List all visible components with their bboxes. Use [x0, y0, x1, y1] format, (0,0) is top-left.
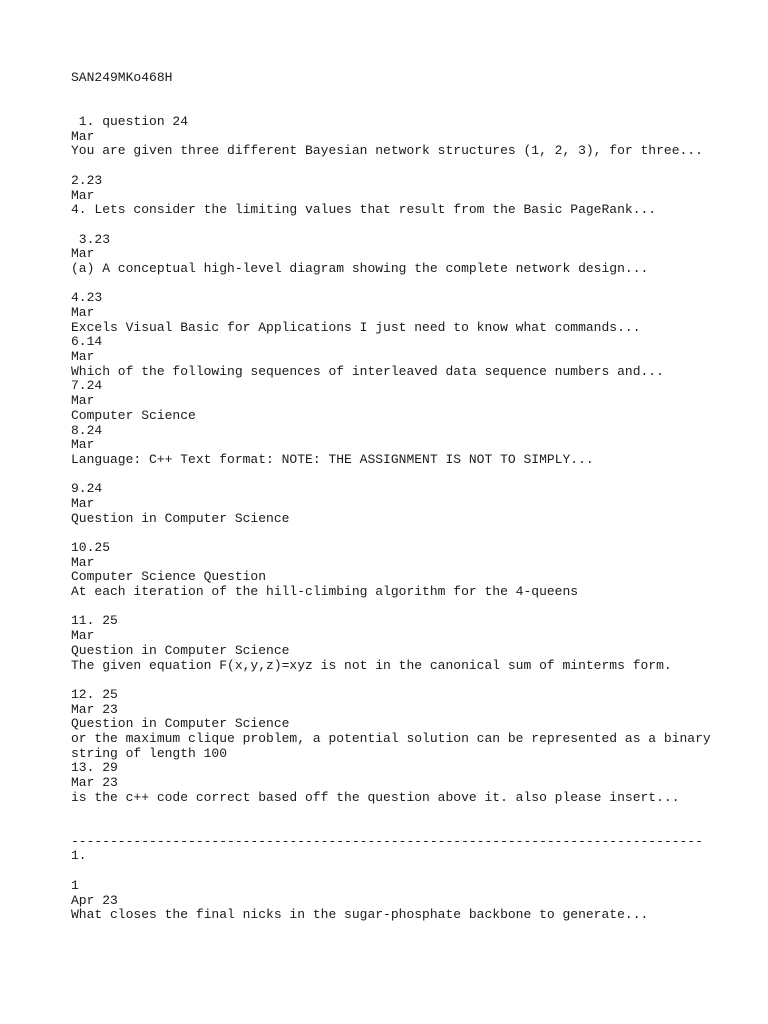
- entry-number: 13. 29: [71, 760, 118, 776]
- entry-number: 3.23: [71, 231, 111, 247]
- entry-text: What closes the final nicks in the sugar-phosphate backbone to generate...: [71, 907, 649, 923]
- entry-text: (a) A conceptual high-level diagram showing the complete network design...: [71, 260, 649, 276]
- entry-date: Mar 23: [71, 701, 118, 717]
- entry-number: 8.24: [71, 422, 103, 438]
- entry-number: 6.14: [71, 334, 103, 350]
- entry-date: Mar: [71, 349, 95, 365]
- entry-number: 9.24: [71, 481, 103, 497]
- entry-text: or the maximum clique problem, a potential solution can be represented as a binary: [71, 730, 711, 746]
- entry-text: is the c++ code correct based off the question above it. also please insert...: [71, 789, 680, 805]
- entry-number: 1. question 24: [71, 114, 189, 130]
- spacer: [71, 277, 731, 292]
- entry-text: string of length 100: [71, 745, 228, 761]
- entry-date: Apr 23: [71, 892, 118, 908]
- spacer: [71, 805, 731, 834]
- entry-number: 2.23: [71, 172, 103, 188]
- entry-text: Question in Computer Science: [71, 642, 290, 658]
- document-page: [71, 71, 731, 923]
- entry-date: Mar 23: [71, 775, 118, 791]
- entry-text: Computer Science: [71, 407, 196, 423]
- spacer: [71, 600, 731, 615]
- entry-text: Question in Computer Science: [71, 510, 290, 526]
- spacer: [71, 218, 731, 233]
- entry-text: You are given three different Bayesian network structures (1, 2, 3), for three...: [71, 143, 703, 159]
- entry-number: 1: [71, 877, 79, 893]
- document-id: SAN249MKo468H: [71, 70, 173, 85]
- entry-text: Computer Science Question: [71, 569, 267, 585]
- entry-text: At each iteration of the hill-climbing algorithm for the 4-queens: [71, 584, 579, 600]
- entry-date: Mar: [71, 305, 95, 321]
- spacer: [71, 159, 731, 174]
- entry-number: 7.24: [71, 378, 103, 394]
- entry-number: 1.: [71, 848, 87, 864]
- spacer: [71, 673, 731, 688]
- entry-text: The given equation F(x,y,z)=xyz is not in the canonical sum of minterms form.: [71, 657, 672, 673]
- entry-text: Excels Visual Basic for Applications I just need to know what commands...: [71, 319, 641, 335]
- entry-number: 10.25: [71, 540, 111, 556]
- entry-text: Which of the following sequences of interleaved data sequence numbers and...: [71, 363, 664, 379]
- spacer: [71, 526, 731, 541]
- entry-date: Mar: [71, 393, 95, 409]
- entry-text: Question in Computer Science: [71, 716, 290, 732]
- entry-number: 12. 25: [71, 686, 118, 702]
- entry-text: 4. Lets consider the limiting values that result from the Basic PageRank...: [71, 202, 657, 218]
- entry-number: 4.23: [71, 290, 103, 306]
- entry-date: Mar: [71, 495, 95, 511]
- spacer: [71, 864, 731, 879]
- entry-date: Mar: [71, 554, 95, 570]
- spacer: [71, 468, 731, 483]
- spacer: [71, 86, 731, 115]
- entry-date: Mar: [71, 628, 95, 644]
- entry-number: 11. 25: [71, 613, 118, 629]
- entry-date: Mar: [71, 187, 95, 203]
- entry-text: Language: C++ Text format: NOTE: THE ASSIGNMENT IS NOT TO SIMPLY...: [71, 451, 594, 467]
- entry-date: Mar: [71, 128, 95, 144]
- entry-date: Mar: [71, 246, 95, 262]
- entry-date: Mar: [71, 437, 95, 453]
- divider-line: ---------------------------------------------------------------------------------: [71, 833, 703, 849]
